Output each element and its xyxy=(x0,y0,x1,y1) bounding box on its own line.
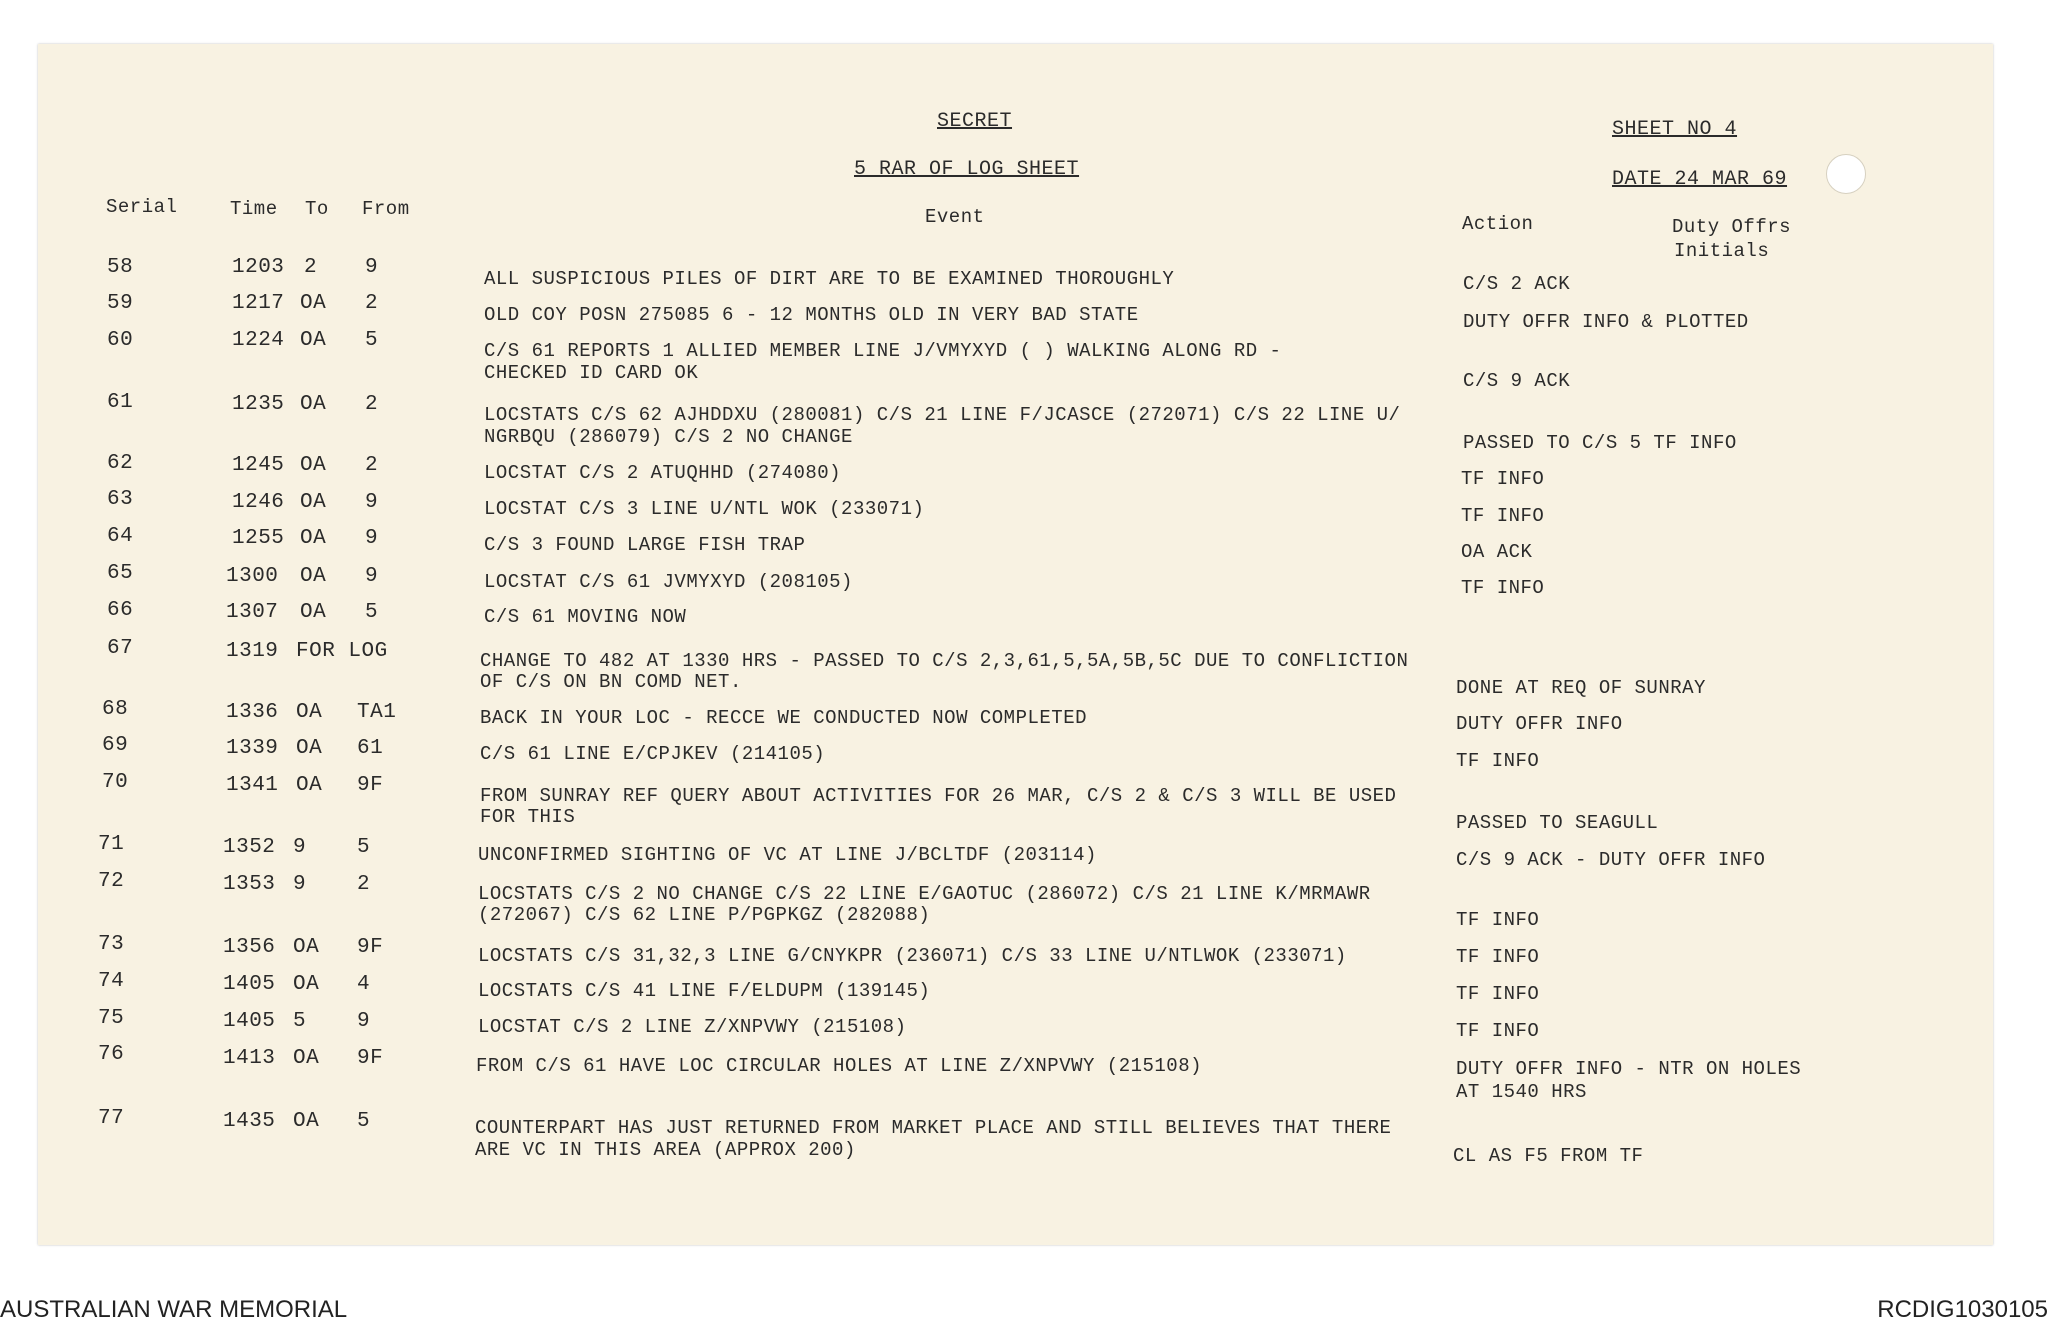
row-time: 1356 xyxy=(223,936,276,959)
row-time: 1224 xyxy=(232,329,285,352)
row-action-line: DONE AT REQ OF SUNRAY xyxy=(1456,677,1706,699)
row-from: 9F xyxy=(357,774,384,797)
row-from: TA1 xyxy=(357,701,397,724)
row-to: 2 xyxy=(304,256,318,279)
row-time: 1435 xyxy=(223,1110,276,1133)
row-event-line: NGRBQU (286079) C/S 2 NO CHANGE xyxy=(484,426,853,448)
row-from: 2 xyxy=(365,393,379,416)
footer-record-id: RCDIG1030105 xyxy=(1877,1296,2048,1323)
row-time: 1405 xyxy=(223,973,276,996)
row-action-line: DUTY OFFR INFO - NTR ON HOLES xyxy=(1456,1058,1802,1080)
row-from: 61 xyxy=(357,737,384,760)
row-to: OA xyxy=(293,1110,320,1133)
row-action-line: PASSED TO SEAGULL xyxy=(1456,812,1659,834)
row-from: 9 xyxy=(365,565,379,588)
row-time: 1300 xyxy=(226,565,279,588)
column-header-duty-offrs: Duty Offrs xyxy=(1672,216,1792,238)
row-event-line: LOCSTAT C/S 2 ATUQHHD (274080) xyxy=(484,462,842,484)
row-to: OA xyxy=(300,565,327,588)
row-to: OA xyxy=(300,491,327,514)
column-header-from: From xyxy=(362,198,410,220)
row-serial: 72 xyxy=(98,870,125,893)
row-serial: 61 xyxy=(107,391,134,414)
row-from: 9 xyxy=(365,256,379,279)
row-from: 2 xyxy=(365,454,379,477)
row-event-line: OF C/S ON BN COMD NET. xyxy=(480,671,742,693)
row-event-line: OLD COY POSN 275085 6 - 12 MONTHS OLD IN VERY BAD STATE xyxy=(484,304,1139,326)
row-event-line: C/S 61 MOVING NOW xyxy=(484,606,687,628)
row-action-line: CL AS F5 FROM TF xyxy=(1453,1145,1644,1167)
row-from: 5 xyxy=(365,601,379,624)
row-event-line: ARE VC IN THIS AREA (APPROX 200) xyxy=(475,1139,856,1161)
row-event-line: CHANGE TO 482 AT 1330 HRS - PASSED TO C/S 2,3,61,5,5A,5B,5C DUE TO CONFLICTION xyxy=(480,650,1409,672)
row-event-line: C/S 61 REPORTS 1 ALLIED MEMBER LINE J/VMYXYD ( ) WALKING ALONG RD - xyxy=(484,340,1282,362)
row-action-line: PASSED TO C/S 5 TF INFO xyxy=(1463,432,1737,454)
sheet-number: SHEET NO 4 xyxy=(1612,118,1738,141)
row-time: 1319 xyxy=(226,640,279,663)
row-to: OA xyxy=(300,454,327,477)
row-from: 5 xyxy=(357,836,371,859)
row-to: 9 xyxy=(293,836,307,859)
row-time: 1203 xyxy=(232,256,285,279)
row-action-line: DUTY OFFR INFO xyxy=(1456,713,1623,735)
row-action-line: DUTY OFFR INFO & PLOTTED xyxy=(1463,311,1749,333)
row-event-line: UNCONFIRMED SIGHTING OF VC AT LINE J/BCLTDF (203114) xyxy=(478,844,1097,866)
column-header-event: Event xyxy=(925,206,985,228)
row-action-line: TF INFO xyxy=(1456,946,1540,968)
row-from: 4 xyxy=(357,973,371,996)
row-action-line: TF INFO xyxy=(1461,577,1545,599)
row-event-line: COUNTERPART HAS JUST RETURNED FROM MARKET PLACE AND STILL BELIEVES THAT THERE xyxy=(475,1117,1392,1139)
row-from: 9F xyxy=(357,936,384,959)
row-event-line: LOCSTAT C/S 2 LINE Z/XNPVWY (215108) xyxy=(478,1016,907,1038)
row-action-line: C/S 9 ACK xyxy=(1463,370,1571,392)
row-action-line: TF INFO xyxy=(1461,468,1545,490)
row-event-line: CHECKED ID CARD OK xyxy=(484,362,699,384)
row-action-line: TF INFO xyxy=(1456,750,1540,772)
row-event-line: C/S 3 FOUND LARGE FISH TRAP xyxy=(484,534,806,556)
column-header-serial: Serial xyxy=(106,196,178,218)
row-serial: 64 xyxy=(107,525,134,548)
row-to: OA xyxy=(296,701,323,724)
row-to: OA xyxy=(300,292,327,315)
row-time: 1341 xyxy=(226,774,279,797)
row-time: 1352 xyxy=(223,836,276,859)
row-event-line: C/S 61 LINE E/CPJKEV (214105) xyxy=(480,743,826,765)
row-time: 1413 xyxy=(223,1047,276,1070)
row-event-line: LOCSTATS C/S 62 AJHDDXU (280081) C/S 21 LINE F/JCASCE (272071) C/S 22 LINE U/ xyxy=(484,404,1401,426)
row-event-line: (272067) C/S 62 LINE P/PGPKGZ (282088) xyxy=(478,904,931,926)
row-serial: 58 xyxy=(107,256,134,279)
row-action-line: TF INFO xyxy=(1461,505,1545,527)
row-serial: 73 xyxy=(98,933,125,956)
row-to: OA xyxy=(296,774,323,797)
row-to: OA xyxy=(296,737,323,760)
row-event-line: ALL SUSPICIOUS PILES OF DIRT ARE TO BE EXAMINED THOROUGHLY xyxy=(484,268,1175,290)
row-from: 9 xyxy=(357,1010,371,1033)
sheet-date: DATE 24 MAR 69 xyxy=(1612,168,1788,191)
row-serial: 65 xyxy=(107,562,134,585)
row-from: 2 xyxy=(357,873,371,896)
row-event-line: LOCSTAT C/S 3 LINE U/NTL WOK (233071) xyxy=(484,498,925,520)
row-to: OA xyxy=(300,329,327,352)
row-from: 9 xyxy=(365,491,379,514)
row-time: 1245 xyxy=(232,454,285,477)
classification-heading: SECRET xyxy=(937,110,1013,133)
row-time: 1405 xyxy=(223,1010,276,1033)
row-event-line: FOR THIS xyxy=(480,806,576,828)
row-to: FOR LOG xyxy=(296,640,388,663)
row-to: OA xyxy=(300,527,327,550)
row-to: 5 xyxy=(293,1010,307,1033)
row-to: OA xyxy=(300,601,327,624)
row-time: 1336 xyxy=(226,701,279,724)
row-serial: 76 xyxy=(98,1043,125,1066)
row-event-line: LOCSTAT C/S 61 JVMYXYD (208105) xyxy=(484,571,853,593)
row-to: OA xyxy=(293,936,320,959)
row-serial: 77 xyxy=(98,1107,125,1130)
row-serial: 71 xyxy=(98,833,125,856)
row-action-line: C/S 2 ACK xyxy=(1463,273,1571,295)
column-header-to: To xyxy=(305,198,329,220)
row-to: OA xyxy=(293,1047,320,1070)
column-header-time: Time xyxy=(230,198,278,220)
row-event-line: LOCSTATS C/S 2 NO CHANGE C/S 22 LINE E/GAOTUC (286072) C/S 21 LINE K/MRMAWR xyxy=(478,883,1371,905)
row-time: 1255 xyxy=(232,527,285,550)
row-serial: 60 xyxy=(107,329,134,352)
row-to: OA xyxy=(293,973,320,996)
row-time: 1235 xyxy=(232,393,285,416)
column-header-initials: Initials xyxy=(1674,240,1770,262)
row-time: 1246 xyxy=(232,491,285,514)
row-event-line: LOCSTATS C/S 31,32,3 LINE G/CNYKPR (236071) C/S 33 LINE U/NTLWOK (233071) xyxy=(478,945,1347,967)
row-action-line: TF INFO xyxy=(1456,983,1540,1005)
row-action-line: TF INFO xyxy=(1456,1020,1540,1042)
row-action-line: OA ACK xyxy=(1461,541,1533,563)
row-event-line: FROM SUNRAY REF QUERY ABOUT ACTIVITIES FOR 26 MAR, C/S 2 & C/S 3 WILL BE USED xyxy=(480,785,1397,807)
row-serial: 63 xyxy=(107,488,134,511)
sheet-title: 5 RAR OF LOG SHEET xyxy=(854,158,1080,181)
row-from: 9 xyxy=(365,527,379,550)
row-time: 1217 xyxy=(232,292,285,315)
row-event-line: FROM C/S 61 HAVE LOC CIRCULAR HOLES AT LINE Z/XNPVWY (215108) xyxy=(476,1055,1203,1077)
row-serial: 70 xyxy=(102,771,129,794)
row-serial: 59 xyxy=(107,292,134,315)
row-serial: 75 xyxy=(98,1007,125,1030)
row-time: 1307 xyxy=(226,601,279,624)
row-from: 2 xyxy=(365,292,379,315)
row-serial: 66 xyxy=(107,599,134,622)
row-event-line: LOCSTATS C/S 41 LINE F/ELDUPM (139145) xyxy=(478,980,931,1002)
row-event-line: BACK IN YOUR LOC - RECCE WE CONDUCTED NOW COMPLETED xyxy=(480,707,1087,729)
row-to: 9 xyxy=(293,873,307,896)
row-time: 1353 xyxy=(223,873,276,896)
row-serial: 68 xyxy=(102,698,129,721)
row-action-line: C/S 9 ACK - DUTY OFFR INFO xyxy=(1456,849,1766,871)
row-action-line: AT 1540 HRS xyxy=(1456,1081,1587,1103)
footer-archive-name: AUSTRALIAN WAR MEMORIAL xyxy=(0,1296,348,1323)
row-serial: 69 xyxy=(102,734,129,757)
column-header-action: Action xyxy=(1462,213,1534,235)
punch-hole xyxy=(1826,154,1866,194)
row-action-line: TF INFO xyxy=(1456,909,1540,931)
row-serial: 62 xyxy=(107,452,134,475)
row-time: 1339 xyxy=(226,737,279,760)
row-serial: 74 xyxy=(98,970,125,993)
row-serial: 67 xyxy=(107,637,134,660)
row-from: 5 xyxy=(357,1110,371,1133)
row-to: OA xyxy=(300,393,327,416)
row-from: 5 xyxy=(365,329,379,352)
row-from: 9F xyxy=(357,1047,384,1070)
